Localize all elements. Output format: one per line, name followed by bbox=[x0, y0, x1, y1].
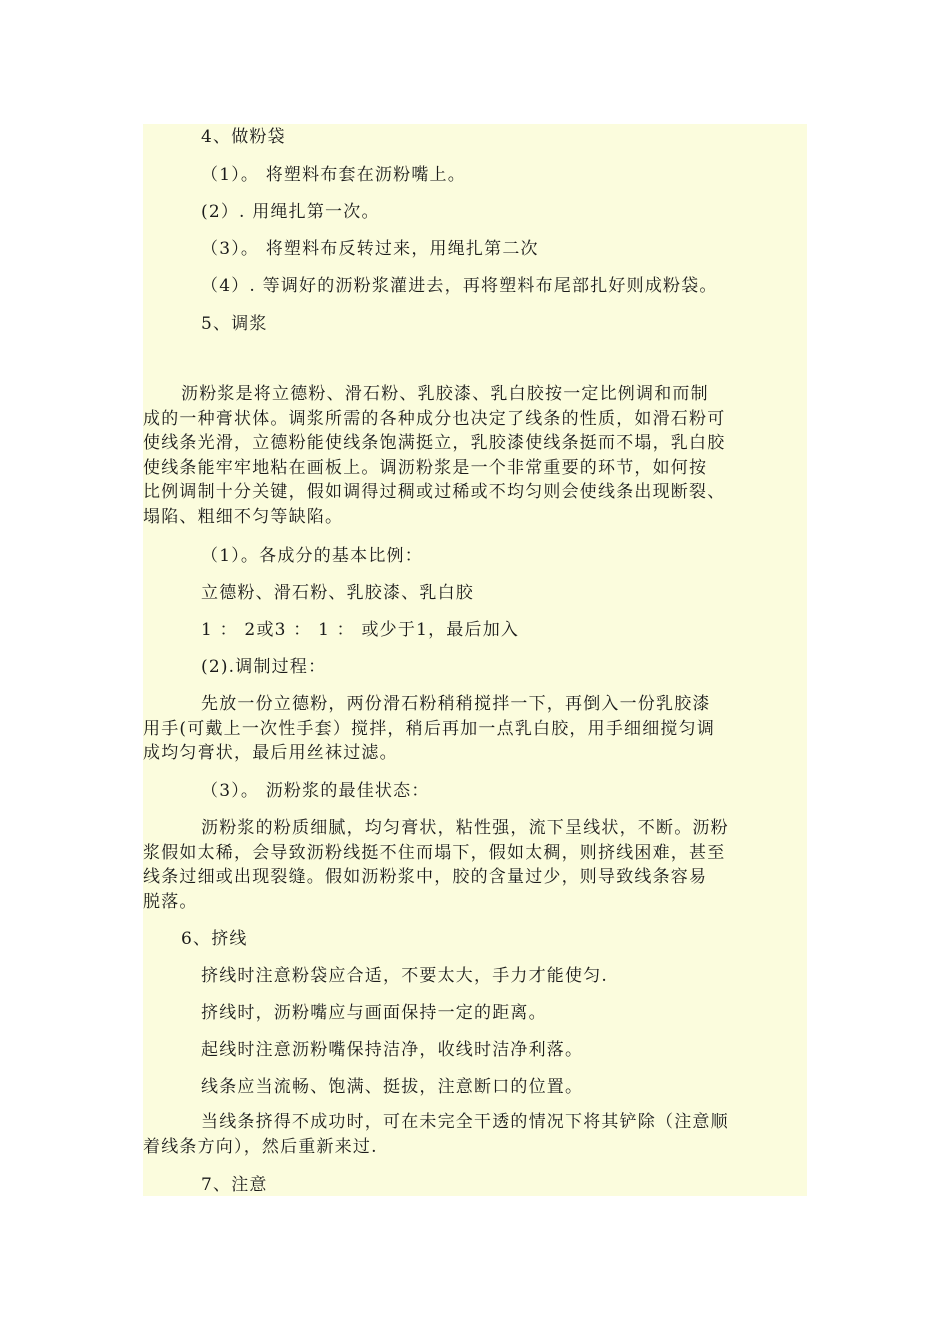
paragraph-line: 沥粉浆的粉质细腻，均匀膏状，粘性强，流下呈线状，不断。沥粉 bbox=[201, 818, 729, 838]
paragraph-line: 沥粉浆是将立德粉、滑石粉、乳胶漆、乳白胶按一定比例调和而制 bbox=[181, 384, 709, 404]
best-state-heading: （3）。 沥粉浆的最佳状态： bbox=[201, 781, 430, 801]
section-5-intro-paragraph bbox=[143, 382, 807, 529]
paragraph-line: 着线条方向），然后重新来过. bbox=[143, 1136, 378, 1157]
section-6-tip-3: 起线时注意沥粉嘴保持洁净，收线时洁净利落。 bbox=[201, 1040, 584, 1060]
paragraph-line: 先放一份立德粉，两份滑石粉稍稍搅拌一下，再倒入一份乳胶漆 bbox=[201, 694, 711, 714]
content-panel bbox=[143, 124, 807, 1196]
ratio-heading: （1）。各成分的基本比例： bbox=[201, 546, 423, 566]
paragraph-line: 使线条能牢牢地粘在画板上。调沥粉浆是一个非常重要的环节，如何按 bbox=[143, 457, 708, 478]
section-4-heading: 4、做粉袋 bbox=[201, 127, 286, 147]
ratio-items: 立德粉、滑石粉、乳胶漆、乳白胶 bbox=[201, 583, 474, 603]
section-6-heading: 6、挤线 bbox=[181, 929, 248, 949]
paragraph-line: 脱落。 bbox=[143, 891, 198, 912]
section-7-heading: 7、注意 bbox=[201, 1175, 268, 1195]
paragraph-line: 当线条挤得不成功时，可在未完全干透的情况下将其铲除（注意顺 bbox=[201, 1112, 729, 1132]
paragraph-line: 成的一种膏状体。调浆所需的各种成分也决定了线条的性质，如滑石粉可 bbox=[143, 408, 726, 429]
section-6-tip-4: 线条应当流畅、饱满、挺拔，注意断口的位置。 bbox=[201, 1077, 584, 1097]
paragraph-line: 线条过细或出现裂缝。假如沥粉浆中，胶的含量过少，则导致线条容易 bbox=[143, 867, 708, 887]
section-6-tip-1: 挤线时注意粉袋应合适，不要太大，手力才能使匀. bbox=[201, 966, 609, 986]
paragraph-line: 比例调制十分关键，假如调得过稠或过稀或不均匀则会使线条出现断裂、 bbox=[143, 482, 726, 502]
section-4-step-2: (2）. 用绳扎第一次。 bbox=[201, 202, 380, 222]
process-paragraph bbox=[143, 692, 807, 766]
paragraph-line: 用手(可戴上一次性手套）搅拌，稍后再加一点乳白胶，用手细细搅匀调 bbox=[143, 718, 716, 739]
section-4-step-1: （1）。 将塑料布套在沥粉嘴上。 bbox=[201, 165, 466, 185]
section-6-last-paragraph bbox=[143, 1110, 807, 1159]
paragraph-line: 浆假如太稀，会导致沥粉线挺不住而塌下，假如太稠，则挤线困难，甚至 bbox=[143, 842, 726, 863]
section-4-step-4: （4）. 等调好的沥粉浆灌进去，再将塑料布尾部扎好则成粉袋。 bbox=[201, 276, 718, 296]
section-4-step-3: （3）。 将塑料布反转过来，用绳扎第二次 bbox=[201, 239, 539, 259]
paragraph-line: 塌陷、粗细不匀等缺陷。 bbox=[143, 506, 344, 527]
ratio-values: 1 ： 2或3 ： 1 ： 或少于1，最后加入 bbox=[201, 620, 520, 640]
paragraph-line: 使线条光滑，立德粉能使线条饱满挺立，乳胶漆使线条挺而不塌，乳白胶 bbox=[143, 433, 726, 453]
paragraph-line: 成均匀膏状，最后用丝袜过滤。 bbox=[143, 743, 398, 763]
best-state-paragraph bbox=[143, 816, 807, 914]
section-6-tip-2: 挤线时，沥粉嘴应与画面保持一定的距离。 bbox=[201, 1003, 547, 1023]
process-heading: (2).调制过程： bbox=[201, 657, 327, 677]
section-5-heading: 5、调浆 bbox=[201, 314, 268, 334]
